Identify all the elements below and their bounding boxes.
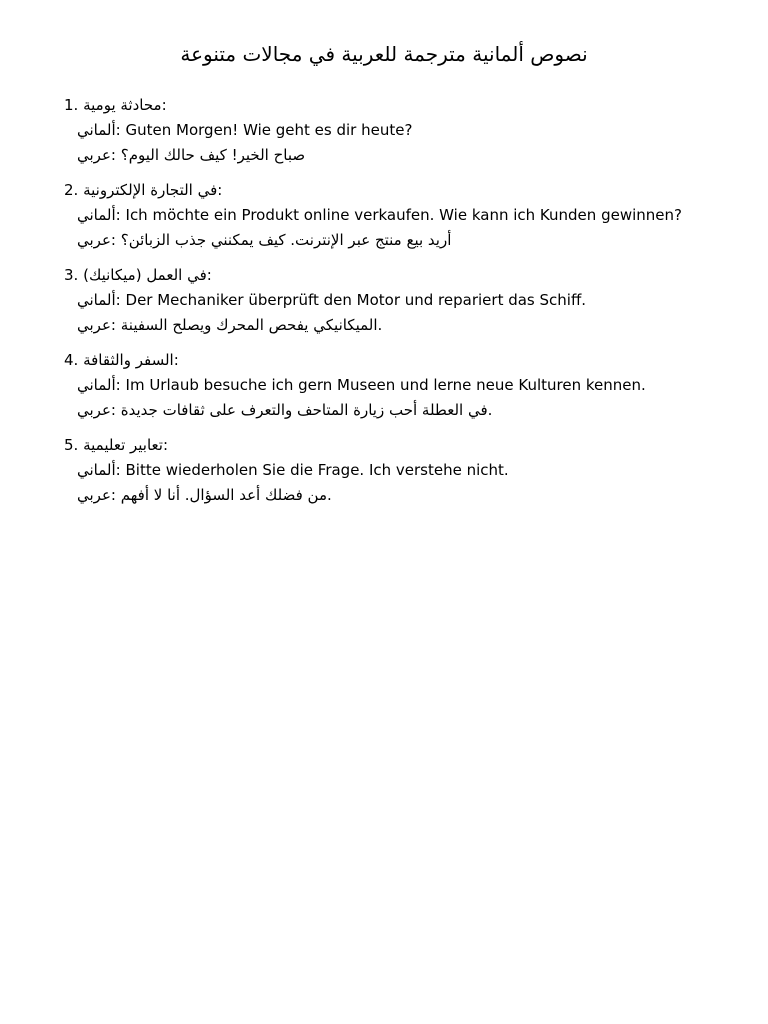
section-heading <box>64 178 754 203</box>
arabic-label: عربي: <box>77 401 116 419</box>
section-heading-text: تعابير تعليمية: <box>83 436 169 454</box>
section-heading <box>64 348 754 373</box>
section-heading <box>64 433 754 458</box>
section-3 <box>64 263 754 338</box>
german-text: Im Urlaub besuche ich gern Museen und lerne neue Kulturen kennen. <box>125 376 646 394</box>
section-4 <box>64 348 754 423</box>
section-heading-text: في التجارة الإلكترونية: <box>83 181 223 199</box>
arabic-text: صباح الخير! كيف حالك اليوم؟ <box>120 146 306 164</box>
section-heading <box>64 263 754 288</box>
section-number: 2. <box>64 181 79 199</box>
section-heading <box>64 93 754 118</box>
section-5 <box>64 433 754 508</box>
document-title: نصوص ألمانية مترجمة للعربية في مجالات متنوعة <box>180 42 588 66</box>
german-line <box>64 203 754 228</box>
german-text: Guten Morgen! Wie geht es dir heute? <box>125 121 413 139</box>
german-text: Ich möchte ein Produkt online verkaufen. Wie kann ich Kunden gewinnen? <box>125 206 682 224</box>
arabic-label: عربي: <box>77 231 116 249</box>
arabic-text: الميكانيكي يفحص المحرك ويصلح السفينة. <box>120 316 383 334</box>
section-heading-text: محادثة يومية: <box>83 96 167 114</box>
arabic-line <box>64 313 754 338</box>
german-label: ألماني: <box>77 461 121 479</box>
german-line <box>64 373 754 398</box>
section-heading-text: السفر والثقافة: <box>83 351 179 369</box>
sections-list <box>64 93 754 518</box>
german-label: ألماني: <box>77 376 121 394</box>
german-label: ألماني: <box>77 121 121 139</box>
arabic-label: عربي: <box>77 146 116 164</box>
section-2 <box>64 178 754 253</box>
section-number: 1. <box>64 96 79 114</box>
german-text: Der Mechaniker überprüft den Motor und repariert das Schiff. <box>125 291 587 309</box>
arabic-line <box>64 228 754 253</box>
section-number: 3. <box>64 266 79 284</box>
german-text: Bitte wiederholen Sie die Frage. Ich verstehe nicht. <box>125 461 509 479</box>
german-label: ألماني: <box>77 291 121 309</box>
arabic-line <box>64 143 754 168</box>
section-heading-text: في العمل (ميكانيك): <box>83 266 212 284</box>
section-number: 4. <box>64 351 79 369</box>
arabic-text: في العطلة أحب زيارة المتاحف والتعرف على ثقافات جديدة. <box>120 401 493 419</box>
arabic-label: عربي: <box>77 486 116 504</box>
german-label: ألماني: <box>77 206 121 224</box>
arabic-line <box>64 398 754 423</box>
section-number: 5. <box>64 436 79 454</box>
german-line <box>64 118 754 143</box>
arabic-line <box>64 483 754 508</box>
arabic-label: عربي: <box>77 316 116 334</box>
arabic-text: أريد بيع منتج عبر الإنترنت. كيف يمكنني جذب الزبائن؟ <box>120 231 452 249</box>
arabic-text: من فضلك أعد السؤال. أنا لا أفهم. <box>120 486 332 504</box>
german-line <box>64 288 754 313</box>
german-line <box>64 458 754 483</box>
section-1 <box>64 93 754 168</box>
